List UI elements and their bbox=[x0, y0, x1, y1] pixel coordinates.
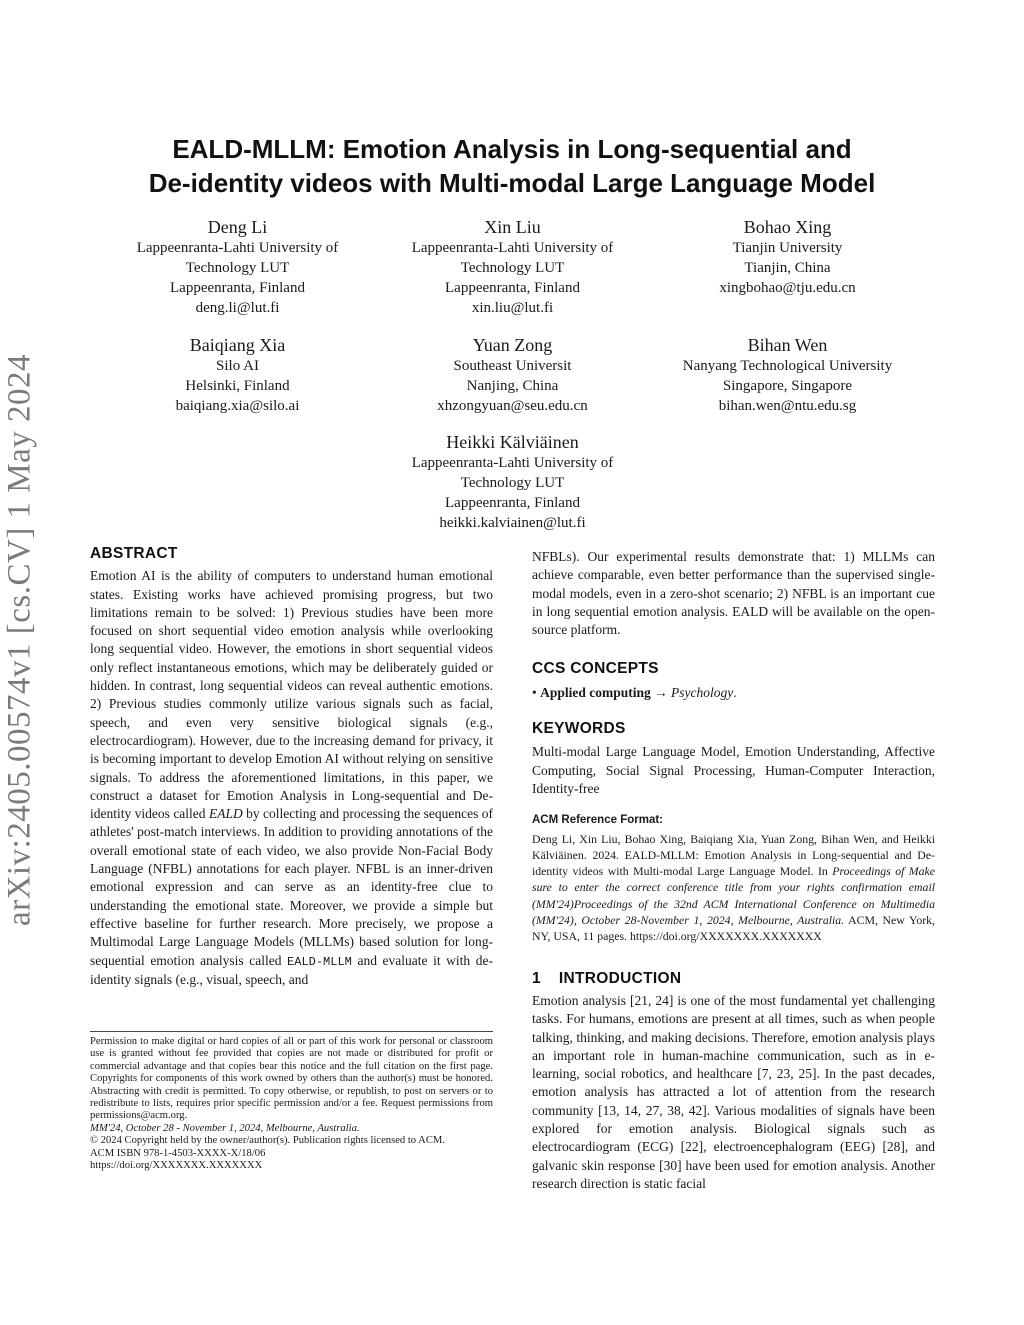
author-email[interactable]: xhzongyuan@seu.edu.cn bbox=[437, 398, 588, 414]
author-name: Bihan Wen bbox=[747, 335, 828, 355]
author-email[interactable]: deng.li@lut.fi bbox=[195, 300, 280, 316]
permission-notice: Permission to make digital or hard copies of all or part of this work for personal or classroom use is granted without fee provided that copies are not made or distributed for profit or commercial advantage and that copies bear this notice and the full citation on the first page. Copyrights for components of this work owned by others than the author(s) must be honored. Abstracting with credit is permitted. To copy otherwise, or republish, to post on servers or to redistribute to lists, requires prior specific permission and/or a fee. Request permissions from permissions@acm.org. bbox=[90, 1036, 493, 1122]
section-title: INTRODUCTION bbox=[558, 969, 682, 987]
arxiv-stamp-text: arXiv:2405.00574v1 [cs.CV] 1 May 2024 bbox=[1, 353, 38, 927]
author-location: Tianjin, China bbox=[744, 260, 831, 276]
author-location: Lappeenranta, Finland bbox=[170, 280, 305, 296]
acm-ref-heading: ACM Reference Format: bbox=[532, 814, 663, 827]
copyright-footnote bbox=[90, 1036, 493, 1172]
paper-title bbox=[80, 132, 944, 200]
author-affiliation: Southeast Universit bbox=[453, 358, 572, 374]
author-affiliation: Lappeenranta-Lahti University of bbox=[411, 455, 614, 471]
left-column bbox=[90, 545, 493, 989]
author-email[interactable]: xingbohao@tju.edu.cn bbox=[719, 280, 856, 296]
author-location: Nanjing, China bbox=[466, 378, 559, 394]
ccs-concepts bbox=[532, 684, 935, 702]
author-name: Bohao Xing bbox=[743, 217, 832, 237]
intro-heading bbox=[532, 970, 935, 988]
author-location: Helsinki, Finland bbox=[185, 378, 290, 394]
author-affiliation: Technology LUT bbox=[460, 475, 565, 491]
author-affiliation: Silo AI bbox=[216, 358, 259, 374]
author-affiliation: Nanyang Technological University bbox=[682, 358, 893, 374]
author-location: Lappeenranta, Finland bbox=[445, 495, 580, 511]
author-name: Deng Li bbox=[207, 217, 268, 237]
author-block bbox=[390, 335, 635, 416]
author-affiliation: Technology LUT bbox=[185, 260, 290, 276]
paper-title-line-1: EALD-MLLM: Emotion Analysis in Long-sequential and bbox=[172, 134, 852, 164]
abstract-heading: ABSTRACT bbox=[90, 545, 178, 562]
ccs-category: Applied computing bbox=[540, 684, 651, 700]
author-name: Baiqiang Xia bbox=[189, 335, 286, 355]
paper-title-line-2: De-identity videos with Multi-modal Large Language Model bbox=[148, 168, 876, 198]
author-block bbox=[665, 217, 910, 298]
intro-text: Emotion analysis [21, 24] is one of the most fundamental yet challenging tasks. For humans, emotions are present at all times, such as when people talking, thinking, and making decisions. Therefore, emotion analysis plays an important role in human-machine communication, such as in e-learning, social robotics, and healthcare [7, 23, 25]. In the past decades, emotion analysis has attracted a lot of attention from the research community [13, 14, 27, 38, 42]. Various modalities of signals have been explored for emotion analysis. Biological signals such as electrocardiogram (ECG) [22], electroencephalogram (EEG) [28], and galvanic skin response [30] have been used for emotion analysis. Another research direction is static facial bbox=[532, 992, 935, 1191]
acm-reference bbox=[532, 831, 935, 945]
abstract-text-part: and evaluate it with de-identity signals (e.g., visual, speech, and bbox=[90, 952, 493, 987]
acm-ref-text: Deng Li, Xin Liu, Bohao Xing, Baiqiang Xia, Yuan Zong, Bihan Wen, and Heikki Kälviäinen. 2024. EALD-MLLM: Emotion Analysis in Long-sequential and De-identity videos with Multi-modal Large Language Model. In bbox=[532, 831, 935, 879]
footnote-divider bbox=[90, 1031, 493, 1032]
acm-ref-text: ACM, New York, NY, USA, 11 pages. https://doi.org/XXXXXXX.XXXXXXX bbox=[532, 913, 936, 944]
author-email[interactable]: xin.liu@lut.fi bbox=[471, 300, 554, 316]
author-email[interactable]: baiqiang.xia@silo.ai bbox=[175, 398, 300, 414]
author-block bbox=[655, 335, 920, 416]
keywords-heading: KEYWORDS bbox=[532, 720, 626, 738]
ccs-bullet: • bbox=[532, 684, 537, 700]
section-number: 1 bbox=[532, 969, 541, 987]
author-block bbox=[390, 432, 635, 533]
author-affiliation: Lappeenranta-Lahti University of bbox=[411, 240, 614, 256]
author-block bbox=[390, 217, 635, 318]
abstract-text bbox=[90, 567, 493, 989]
author-email[interactable]: bihan.wen@ntu.edu.sg bbox=[718, 398, 857, 414]
ccs-end: . bbox=[733, 684, 737, 700]
author-location: Lappeenranta, Finland bbox=[445, 280, 580, 296]
author-block bbox=[115, 335, 360, 416]
isbn-line: ACM ISBN 978-1-4503-XXXX-X/18/06 bbox=[90, 1147, 266, 1159]
right-column bbox=[532, 548, 935, 1193]
keywords-text: Multi-modal Large Language Model, Emotion Understanding, Affective Computing, Social Signal Processing, Human-Computer Interaction, Identity-free bbox=[532, 744, 935, 796]
author-email[interactable]: heikki.kalviainen@lut.fi bbox=[439, 515, 586, 531]
abstract-text-part: by collecting and processing the sequences of athletes' post-match interviews. In addition to providing annotations of the overall emotional state of each video, we also provide Non-Facial Body Language (NFBL) annotations for each player. NFBL is an inner-driven emotional expression and can serve as an identity-free clue to understanding the emotional state. Moreover, we provide a simple but effective baseline for further research. More precisely, we propose a Multimodal Large Language Models (MLLMs) based solution for long-sequential emotion analysis called bbox=[90, 806, 494, 968]
author-affiliation: Lappeenranta-Lahti University of bbox=[136, 240, 339, 256]
ccs-subcategory: Psychology bbox=[671, 684, 734, 700]
ccs-arrow: → bbox=[650, 684, 672, 700]
author-name: Yuan Zong bbox=[472, 335, 553, 355]
doi-link[interactable]: https://doi.org/XXXXXXX.XXXXXXX bbox=[90, 1160, 263, 1172]
author-name: Heikki Kälviäinen bbox=[446, 432, 579, 452]
acm-ref-proceedings: Proceedings of Make sure to enter the correct conference title from your rights confirmation email (MM'24)Proceedings of the 32nd ACM International Conference on Multimedia (MM'24), October 28-November 1, 2024, Melbourne, Australia. bbox=[532, 864, 935, 928]
author-name: Xin Liu bbox=[484, 217, 541, 237]
ccs-heading: CCS CONCEPTS bbox=[532, 660, 659, 678]
dataset-name: EALD bbox=[208, 806, 243, 822]
author-affiliation: Technology LUT bbox=[460, 260, 565, 276]
author-block bbox=[115, 217, 360, 318]
copyright-line: © 2024 Copyright held by the owner/author(s). Publication rights licensed to ACM. bbox=[90, 1135, 445, 1147]
abstract-continuation: NFBLs). Our experimental results demonstrate that: 1) MLLMs can achieve comparable, even better performance than the supervised single-modal models, even in a zero-shot scenario; 2) NFBL is an important cue in long sequential emotion analysis. EALD will be available on the open-source platform. bbox=[532, 549, 935, 638]
author-affiliation: Tianjin University bbox=[732, 240, 843, 256]
method-name: EALD-MLLM bbox=[287, 954, 352, 969]
abstract-text-part: Emotion AI is the ability of computers to understand human emotional states. Existing works have achieved promising progress, but two limitations remain to be solved: 1) Previous studies have been more focused on short sequential video emotion analysis while overlooking long sequential video. However, the emotions in short sequential videos only reflect instantaneous emotions, which may be deliberately guided or hidden. In contrast, long sequential videos can reveal authentic emotions. 2) Previous studies commonly utilize various signals such as facial, speech, and even very sensitive biological signals (e.g., electrocardiogram). However, due to the increasing demand for privacy, it is becoming important to develop Emotion AI without relying on sensitive signals. To address the aforementioned limitations, in this paper, we construct a dataset for Emotion Analysis in Long-sequential and De-identity videos called bbox=[90, 568, 493, 822]
conference-venue: MM'24, October 28 - November 1, 2024, Melbourne, Australia. bbox=[90, 1122, 360, 1134]
author-location: Singapore, Singapore bbox=[722, 378, 853, 394]
